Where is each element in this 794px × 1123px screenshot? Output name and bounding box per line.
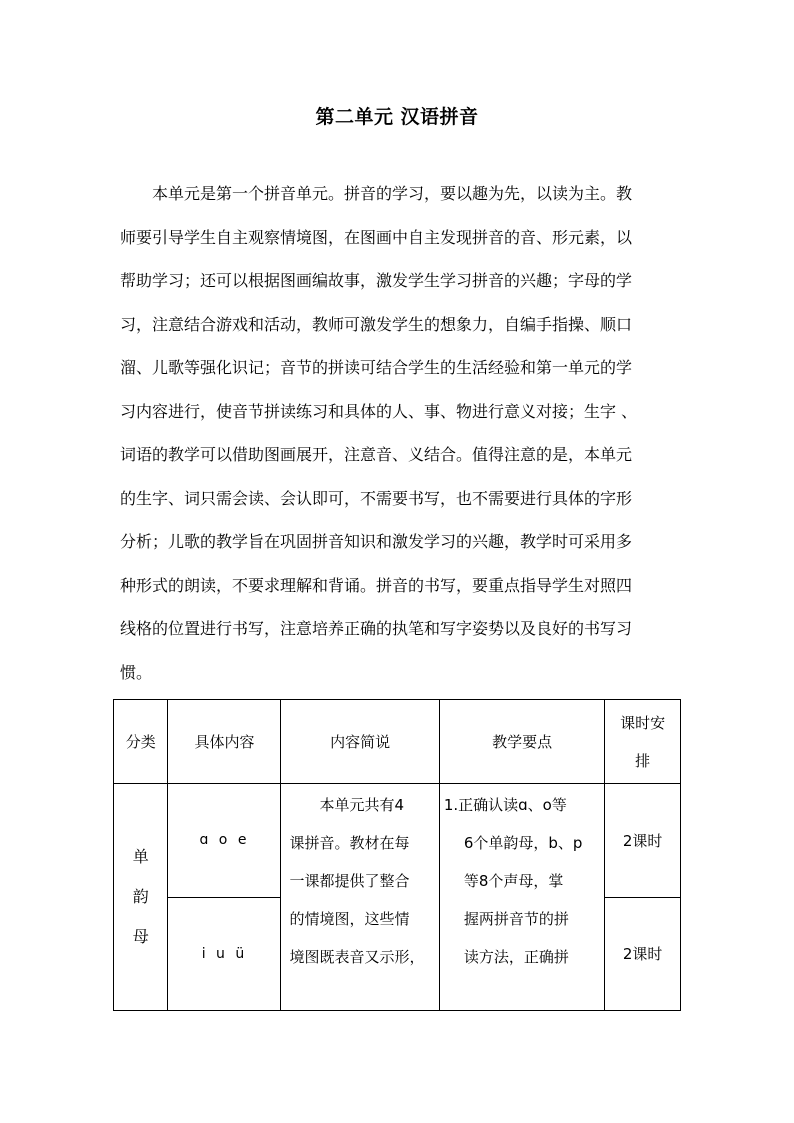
paragraph-line: 种形式的朗读，不要求理解和背诵。拼音的书写，要重点指导学生对照四 (120, 575, 633, 595)
header-time-line: 排 (635, 751, 651, 770)
paragraph-line: 溜、儿歌等强化识记；音节的拼读可结合学生的生活经验和第一单元的学 (120, 358, 633, 377)
key-line: 1.正确认读ɑ、o等 (443, 796, 567, 815)
key-line: 握两拼音节的拼 (463, 910, 569, 929)
category-char: 韵 (132, 887, 149, 907)
content-cell: i u ü (168, 897, 281, 1010)
header-key-points: 教学要点 (439, 700, 604, 784)
paragraph-line: 师要引导学生自主观察情境图，在图画中自主发现拼音的音、形元素，以 (120, 227, 633, 247)
intro-paragraph (120, 172, 686, 694)
header-time (605, 700, 681, 784)
page-title: 第二单元 汉语拼音 (315, 106, 479, 128)
time-cell: 2课时 (605, 784, 681, 897)
teaching-plan-table (113, 699, 681, 1011)
paragraph-line: 的生字、词只需会读、会认即可，不需要书写，也不需要进行具体的字形 (120, 488, 633, 508)
brief-cell (281, 784, 439, 1011)
paragraph-line: 帮助学习；还可以根据图画编故事，激发学生学习拼音的兴趣；字母的学 (120, 271, 633, 290)
key-line: 读方法，正确拼 (463, 948, 569, 967)
header-time-line: 课时安 (620, 713, 666, 732)
brief-line: 本单元共有4 (319, 796, 404, 815)
key-line: 6个单韵母，b、p (463, 834, 583, 853)
category-char: 母 (132, 927, 149, 947)
category-char: 单 (132, 847, 149, 867)
content-cell: ɑ o e (168, 784, 281, 897)
table-header-row (114, 700, 681, 784)
brief-line: 一课都提供了整合 (289, 872, 410, 891)
brief-line: 的情境图，这些情 (289, 910, 410, 929)
category-cell (114, 784, 168, 1011)
paragraph-line: 惯。 (120, 662, 153, 682)
paragraph-line: 词语的教学可以借助图画展开，注意音、义结合。值得注意的是，本单元 (120, 445, 633, 464)
paragraph-line: 分析；儿歌的教学旨在巩固拼音知识和激发学习的兴趣，教学时可采用多 (120, 532, 633, 551)
header-category: 分类 (114, 700, 168, 784)
brief-line: 境图既表音又示形， (289, 948, 425, 967)
paragraph-line: 习内容进行，使音节拼读练习和具体的人、事、物进行意义对接；生字 、 (120, 401, 638, 421)
header-content: 具体内容 (168, 700, 281, 784)
paragraph-line: 线格的位置进行书写，注意培养正确的执笔和写字姿势以及良好的书写习 (120, 619, 633, 638)
paragraph-line: 本单元是第一个拼音单元。拼音的学习，要以趣为先，以读为主。教 (120, 184, 633, 203)
time-cell: 2课时 (605, 897, 681, 1010)
header-brief: 内容简说 (281, 700, 439, 784)
paragraph-line: 习，注意结合游戏和活动，教师可激发学生的想象力，自编手指操、顺口 (120, 314, 633, 334)
brief-line: 课拼音。教材在每 (289, 834, 410, 853)
table-row (114, 784, 681, 897)
key-points-cell (439, 784, 604, 1011)
key-line: 等8个声母，掌 (463, 872, 564, 891)
